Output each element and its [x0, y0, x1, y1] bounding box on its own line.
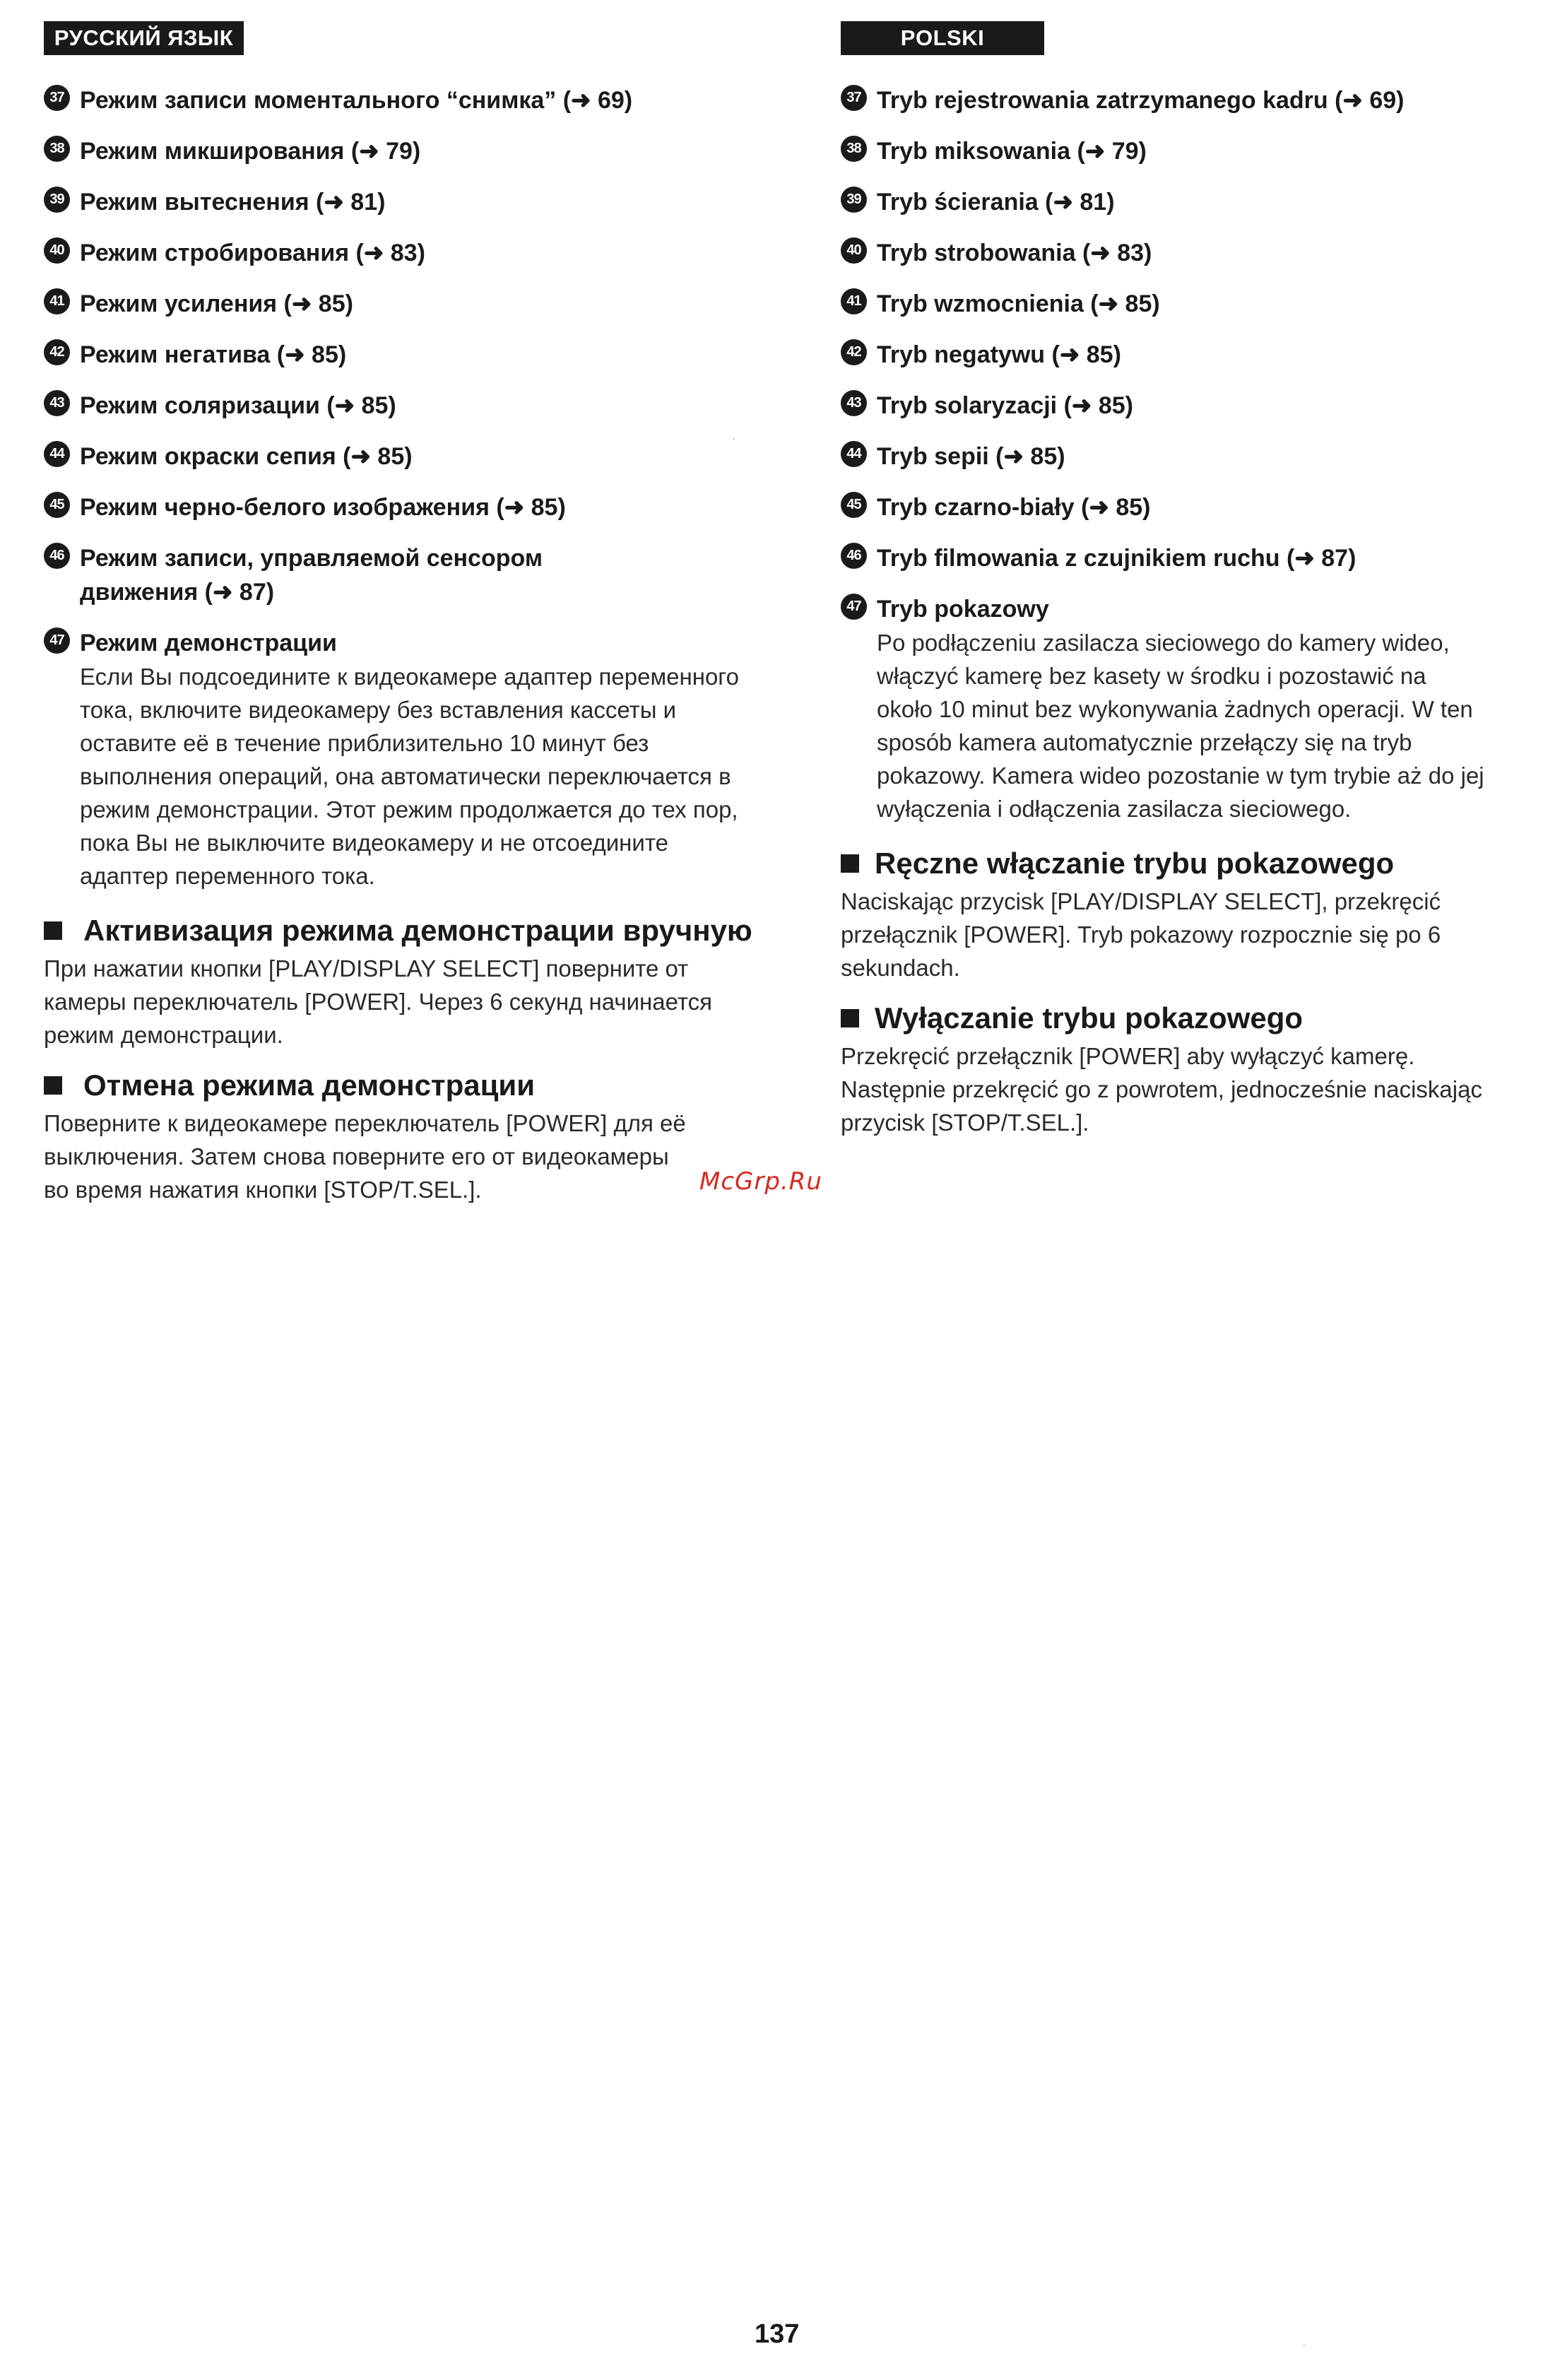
- list-item: [44, 338, 807, 372]
- scan-speck: [1303, 2345, 1305, 2346]
- section-title: Активизация режима демонстрации вручную: [83, 914, 752, 947]
- section-heading: [841, 842, 1519, 885]
- item-title: Tryb czarno-biały (➜ 85): [877, 494, 1151, 521]
- item-number-badge: 44: [44, 441, 70, 467]
- section-title: Wyłączanie trybu pokazowego: [875, 1001, 1303, 1035]
- list-item: [44, 287, 807, 321]
- section-body: Przekręcić przełącznik [POWER] aby wyłączyć kamerę. Następnie przekręcić go z powrotem, jednocześnie naciskając przycisk [STOP/T.SEL.].: [841, 1043, 1482, 1136]
- item-description: Po podłączeniu zasilacza sieciowego do kamery wideo, włączyć kamerę bez kasety w środku i pozostawić na około 10 minut bez wykonywania żadnych operacji. W ten sposób kamera automatycznie przełączy się na tryb pokazowy. Kamera wideo pozostanie w tym trybie aż do jej wyłączenia i odłączenia zasilacza sieciowego.: [877, 630, 1484, 822]
- watermark: McGrp.Ru: [699, 1167, 822, 1196]
- section-heading: [44, 909, 807, 952]
- list-item: [841, 490, 1519, 524]
- russian-column: [44, 21, 807, 1213]
- list-item: [44, 626, 807, 892]
- list-item: [841, 287, 1519, 321]
- section-body: Поверните к видеокамере переключатель [POWER] для её выключения. Затем снова поверните его от видеокамеры во время нажатия кнопки [STOP/T.SEL.].: [44, 1110, 686, 1203]
- item-title: Tryb solaryzacji (➜ 85): [877, 392, 1133, 419]
- item-number-badge: 47: [841, 594, 867, 620]
- section-heading: [44, 1064, 807, 1107]
- mode-list: [44, 83, 807, 892]
- item-number-badge: 38: [44, 136, 70, 162]
- list-item: [44, 490, 807, 524]
- section-heading: [841, 997, 1519, 1039]
- item-number-badge: 46: [44, 543, 70, 569]
- item-number-badge: 45: [841, 492, 867, 518]
- square-bullet-icon: [44, 1076, 62, 1095]
- item-title: Tryb filmowania z czujnikiem ruchu (➜ 87): [877, 545, 1356, 572]
- list-item: [44, 541, 807, 609]
- item-title: Режим негатива (➜ 85): [80, 341, 347, 368]
- manual-demo-section: [44, 909, 807, 1051]
- list-item: [841, 134, 1519, 168]
- item-title: Режим микширования (➜ 79): [80, 138, 421, 165]
- item-title: Режим черно-белого изображения (➜ 85): [80, 494, 566, 521]
- item-title: Tryb sepii (➜ 85): [877, 443, 1065, 470]
- item-title: Tryb wzmocnienia (➜ 85): [877, 290, 1160, 317]
- list-item: [44, 83, 807, 117]
- item-number-badge: 40: [44, 237, 70, 264]
- item-number-badge: 44: [841, 441, 867, 467]
- item-title: Режим соляризации (➜ 85): [80, 392, 396, 419]
- item-title: Режим стробирования (➜ 83): [80, 240, 425, 266]
- section-title: Отмена режима демонстрации: [83, 1068, 536, 1102]
- cancel-demo-section: [841, 997, 1519, 1139]
- item-number-badge: 41: [841, 288, 867, 314]
- item-number-badge: 42: [841, 339, 867, 365]
- list-item: [44, 236, 807, 270]
- item-number-badge: 46: [841, 543, 867, 569]
- mode-list: [841, 83, 1519, 825]
- item-title: Tryb strobowania (➜ 83): [877, 240, 1152, 266]
- page-number: 137: [755, 2319, 800, 2349]
- section-body: При нажатии кнопки [PLAY/DISPLAY SELECT] поверните от камеры переключатель [POWER]. Через 6 секунд начинается режим демонстрации.: [44, 955, 712, 1048]
- item-title: Режим окраски сепия (➜ 85): [80, 443, 413, 470]
- item-title: Tryb negatywu (➜ 85): [877, 341, 1121, 368]
- section-body: Naciskając przycisk [PLAY/DISPLAY SELECT], przekręcić przełącznik [POWER]. Tryb pokazowy rozpocznie się po 6 sekundach.: [841, 888, 1441, 981]
- item-number-badge: 38: [841, 136, 867, 162]
- item-number-badge: 45: [44, 492, 70, 518]
- section-title: Ręczne włączanie trybu pokazowego: [875, 847, 1395, 880]
- item-number-badge: 39: [44, 187, 70, 213]
- list-item: [44, 185, 807, 219]
- item-number-badge: 42: [44, 339, 70, 365]
- scan-speck: [733, 438, 735, 440]
- cancel-demo-section: [44, 1064, 807, 1206]
- item-number-badge: 41: [44, 288, 70, 314]
- item-title: Tryb rejestrowania zatrzymanego kadru (➜ 69): [877, 87, 1405, 114]
- item-number-badge: 43: [841, 390, 867, 416]
- list-item: [841, 440, 1519, 473]
- language-badge: РУССКИЙ ЯЗЫК: [44, 21, 244, 55]
- square-bullet-icon: [44, 921, 62, 940]
- item-number-badge: 37: [841, 85, 867, 111]
- item-title: Режим записи, управляемой сенсором движения (➜ 87): [80, 545, 543, 606]
- item-number-badge: 40: [841, 237, 867, 264]
- item-title: Tryb miksowania (➜ 79): [877, 138, 1147, 165]
- list-item: [841, 83, 1519, 117]
- item-number-badge: 43: [44, 390, 70, 416]
- item-number-badge: 39: [841, 187, 867, 213]
- item-title: Режим усиления (➜ 85): [80, 290, 353, 317]
- list-item: [841, 185, 1519, 219]
- list-item: [44, 440, 807, 473]
- item-title: Tryb ścierania (➜ 81): [877, 189, 1115, 216]
- list-item: [841, 389, 1519, 423]
- item-title: Tryb pokazowy: [877, 596, 1049, 623]
- square-bullet-icon: [841, 854, 859, 873]
- list-item: [841, 592, 1519, 825]
- list-item: [841, 541, 1519, 575]
- language-badge: POLSKI: [841, 21, 1044, 55]
- item-title: Режим записи моментального “снимка” (➜ 69): [80, 87, 633, 114]
- list-item: [44, 389, 807, 423]
- square-bullet-icon: [841, 1009, 859, 1027]
- manual-demo-section: [841, 842, 1519, 984]
- item-number-badge: 37: [44, 85, 70, 111]
- list-item: [841, 338, 1519, 372]
- item-description: Если Вы подсоедините к видеокамере адаптер переменного тока, включите видеокамеру без вставления кассеты и оставите её в течение приблизительно 10 минут без выполнения операций, она автоматически переключается в режим демонстрации. Этот режим продолжается до тех пор, пока Вы не выключите видеокамеру и не отсоедините адаптер переменного тока.: [80, 664, 739, 889]
- item-number-badge: 47: [44, 628, 70, 654]
- item-title: Режим вытеснения (➜ 81): [80, 189, 386, 216]
- list-item: [44, 134, 807, 168]
- polish-column: [841, 21, 1519, 1146]
- list-item: [841, 236, 1519, 270]
- item-title: Режим демонстрации: [80, 630, 337, 656]
